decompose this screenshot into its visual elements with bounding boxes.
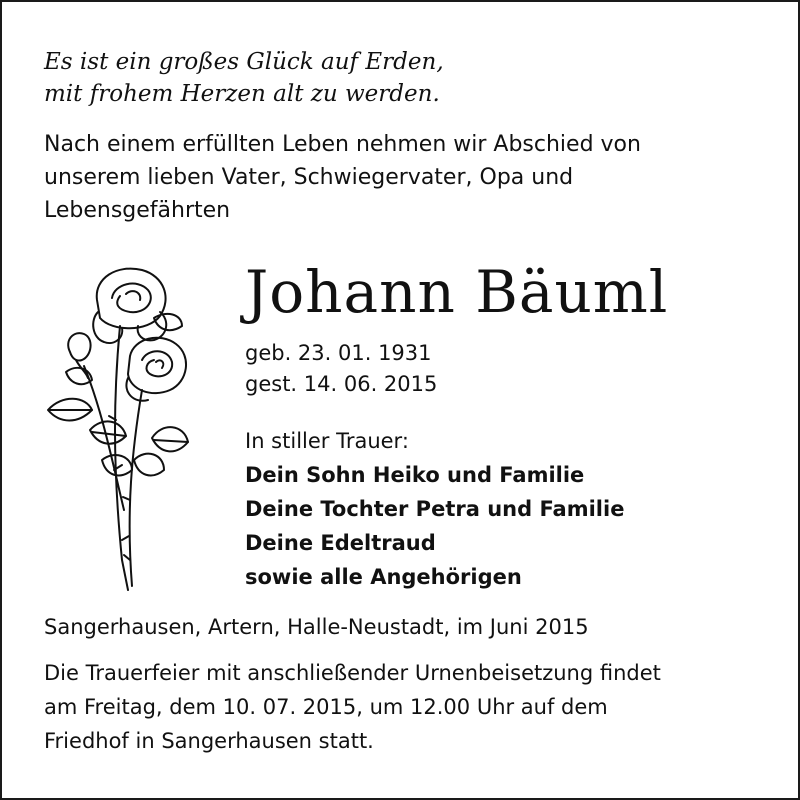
intro-line: Nach einem erfüllten Leben nehmen wir Abschied von [44, 132, 641, 157]
intro-line: unserem lieben Vater, Schwiegervater, Opa und [44, 165, 574, 190]
mourner-entry: sowie alle Angehörigen [245, 565, 522, 589]
deceased-name: Johann Bäuml [245, 258, 669, 326]
death-date: gest. 14. 06. 2015 [245, 372, 438, 396]
rose-illustration-icon [42, 260, 212, 596]
place-date: Sangerhausen, Artern, Halle-Neustadt, im Juni 2015 [44, 615, 589, 639]
verse-line: Es ist ein großes Glück auf Erden, [44, 49, 444, 75]
funeral-line: am Freitag, dem 10. 07. 2015, um 12.00 Uhr auf dem [44, 695, 608, 719]
funeral-info [44, 656, 764, 758]
birth-date: geb. 23. 01. 1931 [245, 341, 432, 365]
mourner-entry: Dein Sohn Heiko und Familie [245, 463, 585, 487]
mourning-heading: In stiller Trauer: [245, 429, 409, 453]
life-dates [245, 338, 437, 400]
mourner-entry: Deine Tochter Petra und Familie [245, 497, 625, 521]
verse-line: mit frohem Herzen alt zu werden. [44, 81, 440, 107]
funeral-line: Friedhof in Sangerhausen statt. [44, 729, 374, 753]
mourning-section [245, 424, 624, 594]
intro-line: Lebensgefährten [44, 198, 231, 223]
funeral-line: Die Trauerfeier mit anschließender Urnenbeisetzung findet [44, 661, 661, 685]
mourner-entry: Deine Edeltraud [245, 531, 436, 555]
mourners-list [245, 458, 624, 594]
intro-text [44, 128, 764, 227]
verse [44, 46, 764, 110]
